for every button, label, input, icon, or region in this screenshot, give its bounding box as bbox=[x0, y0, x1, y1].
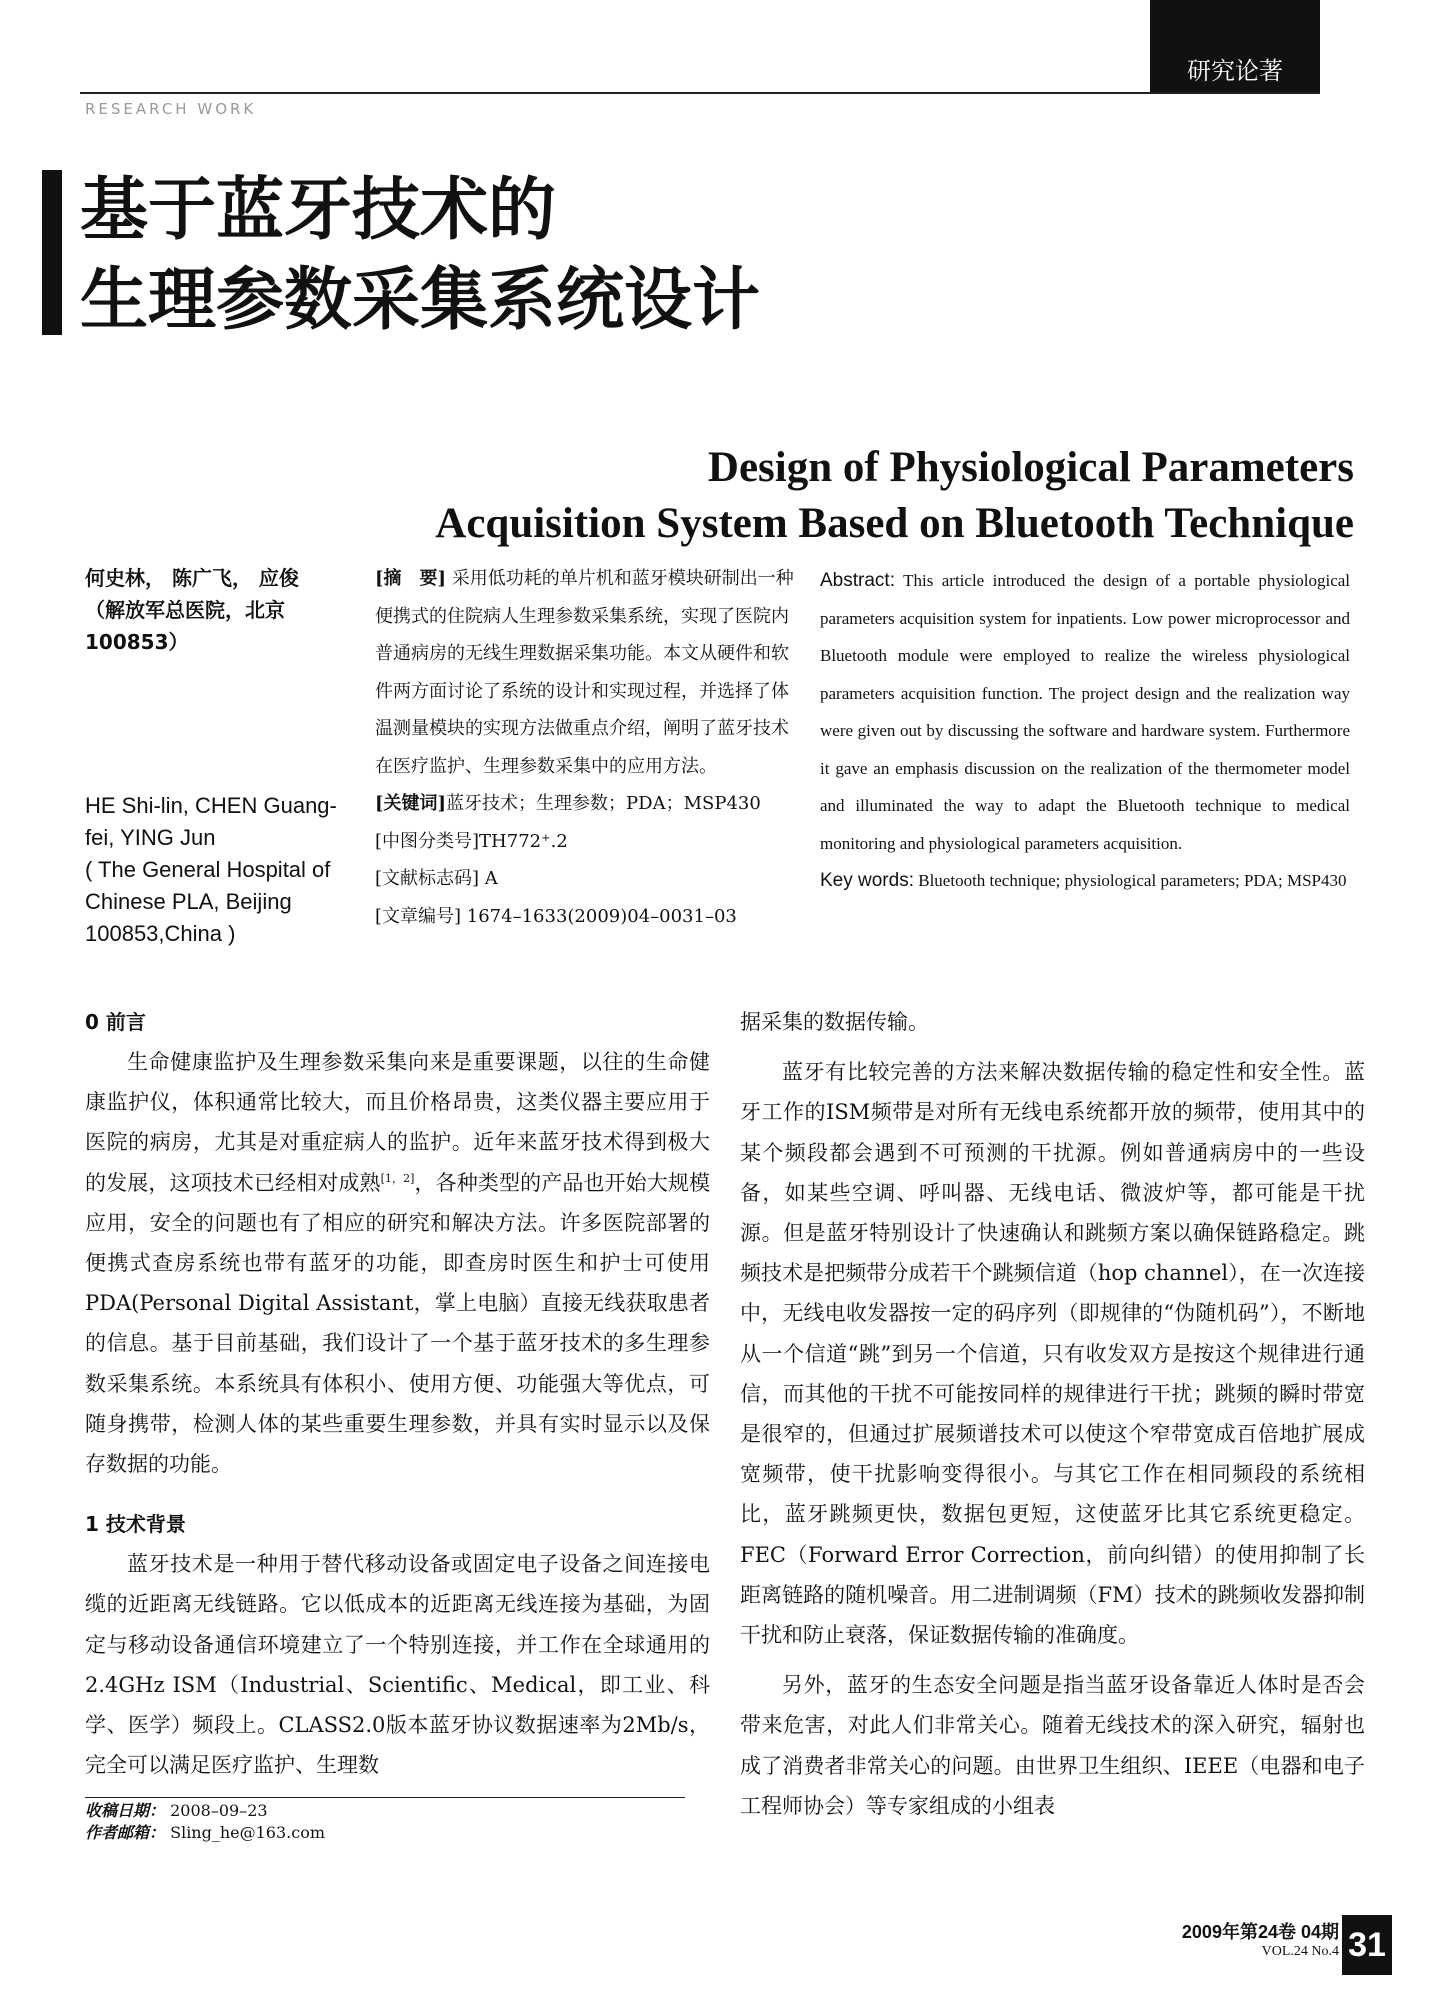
volume-label: VOL.24 No.4 bbox=[1261, 1944, 1339, 1959]
section-label: 研究论著 bbox=[1187, 57, 1283, 85]
title-en-line1: Design of Physiological Parameters bbox=[707, 444, 1354, 491]
section-1-heading: 1 技术背景 bbox=[85, 1512, 186, 1537]
summary-text: 采用低功耗的单片机和蓝牙模块研制出一种便携式的住院病人生理参数采集系统，实现了医院内普通病房的无线生理数据采集功能。本文从硬件和软件两方面讨论了系统的设计和实现过程，并选择了体温测量模块的实现方法做重点介绍，阐明了蓝牙技术在医疗监护、生理参数采集中的应用方法。 bbox=[375, 568, 794, 777]
received-date bbox=[85, 1800, 325, 1822]
author-names-en: HE Shi-lin, CHEN Guang-fei, YING Jun bbox=[85, 793, 337, 850]
section-tab bbox=[1150, 0, 1320, 92]
title-en bbox=[435, 440, 1354, 552]
email-label: 作者邮箱： bbox=[85, 1823, 166, 1842]
article-number-value: 1674–1633(2009)04–0031–03 bbox=[466, 905, 737, 927]
article-number bbox=[375, 898, 795, 936]
footnote bbox=[85, 1800, 325, 1844]
title-accent-bar bbox=[42, 170, 62, 335]
received-label: 收稿日期： bbox=[85, 1801, 166, 1820]
section-0-text-a: 生命健康监护及生理参数采集向来是重要课题，以往的生命健康监护仪，体积通常比较大，而且价格昂贵，这类仪器主要应用于医院的病房，尤其是对重症病人的监护。近年来蓝牙技术得到极大的发展，这项技术已经相对成熟 bbox=[85, 1050, 710, 1195]
summary-label: [摘 要] bbox=[375, 568, 447, 589]
abstract-en bbox=[820, 562, 1350, 900]
abstract-cn-summary bbox=[375, 560, 795, 785]
right-paragraph-2: 另外，蓝牙的生态安全问题是指当蓝牙设备靠近人体时是否会带来危害，对此人们非常关心。随着无线技术的深入研究，辐射也成了消费者非常关心的问题。由世界卫生组织、IEEE（电器和电子工程师协会）等专家组成的小组表 bbox=[740, 1673, 1365, 1818]
keywords-cn-text: 蓝牙技术；生理参数；PDA；MSP430 bbox=[446, 793, 761, 814]
abstract-en-label: Abstract: bbox=[820, 570, 895, 591]
issue-info bbox=[1182, 1922, 1339, 1962]
section-label-en: RESEARCH WORK bbox=[85, 100, 257, 118]
keywords-en-text: Bluetooth technique; physiological parameters; PDA; MSP430 bbox=[918, 871, 1347, 890]
abstract-en-text: This article introduced the design of a portable physiological parameters acquisition system for inpatients. Low power microprocessor and Bluetooth module were employed to realize the wireless physiological parameters acquisition function. The project design and the realization way were given out by discussing the software and hardware system. Furthermore it gave an emphasis discussion on the realization of the thermometer model and illuminated the way to adapt the Bluetooth technique to medical monitoring and physiological parameters acquisition. bbox=[820, 571, 1351, 853]
right-continuation: 据采集的数据传输。 bbox=[740, 1010, 929, 1034]
author-affiliation-en: ( The General Hospital of Chinese PLA, Beijing 100853,China ) bbox=[85, 857, 331, 946]
authors-cn bbox=[85, 562, 340, 658]
document-code-value: A bbox=[484, 868, 498, 889]
email-value: Sling_he@163.com bbox=[170, 1823, 326, 1842]
section-0-heading: 0 前言 bbox=[85, 1010, 146, 1034]
document-code bbox=[375, 860, 795, 898]
document-code-label: [文献标志码] bbox=[375, 868, 480, 889]
author-email bbox=[85, 1822, 325, 1844]
article-number-label: [文章编号] bbox=[375, 905, 462, 927]
section-1-paragraph: 蓝牙技术是一种用于替代移动设备或固定电子设备之间连接电缆的近距离无线链路。它以低成本的近距离无线连接为基础，为固定与移动设备通信环境建立了一个特别连接，并工作在全球通用的2.4GHz ISM（Industrial、Scientific、Medical，即工业、科学、医学）频段上。CLASS2.0版本蓝牙协议数据速率为2Mb/s，完全可以满足医疗监护、生理数 bbox=[85, 1552, 710, 1778]
clc-number bbox=[375, 823, 795, 861]
author-names-cn: 何史林， 陈广飞， 应俊 bbox=[85, 566, 299, 590]
keywords-en-label: Key words: bbox=[820, 870, 914, 891]
title-cn-line1: 基于蓝牙技术的 bbox=[80, 170, 557, 250]
citation-ref: [1，2] bbox=[380, 1171, 415, 1185]
keywords-cn-label: [关键词] bbox=[375, 793, 447, 814]
title-cn bbox=[80, 165, 760, 345]
section-0-paragraph bbox=[85, 1042, 710, 1484]
issue-label: 2009年第24卷 04期 bbox=[1181, 1922, 1339, 1942]
right-paragraph-1: 蓝牙有比较完善的方法来解决数据传输的稳定性和安全性。蓝牙工作的ISM频带是对所有无线电系统都开放的频带，使用其中的某个频段都会遇到不可预测的干扰源。例如普通病房中的一些设备，如某些空调、呼叫器、无线电话、微波炉等，都可能是干扰源。但是蓝牙特别设计了快速确认和跳频方案以确保链路稳定。跳频技术是把频带分成若干个跳频信道（hop channel），在一次连接中，无线电收发器按一定的码序列（即规律的“伪随机码”），不断地从一个信道“跳”到另一个信道，只有收发双方是按这个规律进行通信，而其他的干扰不可能按同样的规律进行干扰；跳频的瞬时带宽是很窄的，但通过扩展频谱技术可以使这个窄带宽成百倍地扩展成宽频带，使干扰影响变得很小。与其它工作在相同频段的系统相比，蓝牙跳频更快，数据包更短，这使蓝牙比其它系统更稳定。FEC（Forward Error Correction，前向纠错）的使用抑制了长距离链路的随机噪音。用二进制调频（FM）技术的跳频收发器抑制干扰和防止衰落，保证数据传输的准确度。 bbox=[740, 1060, 1365, 1648]
footnote-rule bbox=[85, 1797, 685, 1798]
abstract-cn bbox=[375, 560, 795, 935]
body-column-left bbox=[85, 1002, 710, 1785]
received-value: 2008–09–23 bbox=[170, 1801, 268, 1820]
title-cn-line2: 生理参数采集系统设计 bbox=[80, 260, 761, 340]
title-en-line2: Acquisition System Based on Bluetooth Technique bbox=[435, 500, 1354, 547]
clc-label: [中图分类号] bbox=[375, 830, 480, 852]
header-rule bbox=[80, 92, 1320, 94]
keywords-cn bbox=[375, 785, 795, 823]
body-column-right bbox=[740, 1002, 1365, 1826]
authors-en bbox=[85, 790, 355, 950]
clc-value: TH772⁺.2 bbox=[479, 830, 568, 852]
author-affiliation-cn: （解放军总医院，北京 100853） bbox=[85, 598, 285, 654]
section-0-text-b: ，各种类型的产品也开始大规模应用，安全的问题也有了相应的研究和解决方法。许多医院部署的便携式查房系统也带有蓝牙的功能，即查房时医生和护士可使用PDA(Personal Digital Assistant，掌上电脑）直接无线获取患者的信息。基于目前基础，我们设计了一个基于蓝牙技术的多生理参数采集系统。本系统具有体积小、使用方便、功能强大等优点，可随身携带，检测人体的某些重要生理参数，并具有实时显示以及保存数据的功能。 bbox=[85, 1170, 710, 1477]
page-number: 31 bbox=[1342, 1915, 1392, 1975]
